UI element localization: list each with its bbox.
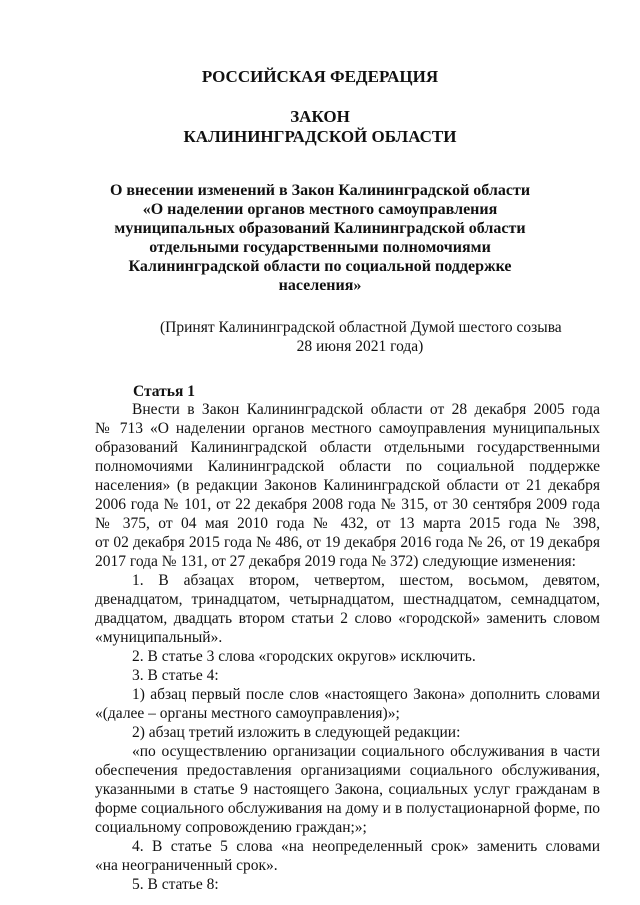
region-heading: КАЛИНИНГРАДСКОЙ ОБЛАСТИ xyxy=(183,127,457,146)
body-line: 4. В статье 5 слова «на неопределенный срок» заменить словами xyxy=(132,838,600,855)
body-line: социальному сопровождению граждан;»; xyxy=(95,819,367,836)
body-line: 1. В абзацах втором, четвертом, шестом, восьмом, девятом, xyxy=(132,572,600,589)
adoption-line: (Принят Калининградской областной Думой шестого созыва xyxy=(160,319,562,336)
body-line: 2. В статье 3 слова «городских округов» исключить. xyxy=(132,648,476,665)
body-line: полномочиями Калининградской области по социальной поддержке xyxy=(95,458,600,475)
adoption-note xyxy=(160,318,560,356)
body-line: населения» (в редакции Законов Калининградской области от 21 декабря xyxy=(95,477,600,494)
law-heading: ЗАКОН xyxy=(290,107,350,126)
adoption-line: 28 июня 2021 года) xyxy=(296,338,424,355)
title-line: «О наделении органов местного самоуправления xyxy=(142,201,498,218)
body-line: № 713 «О наделении органов местного самоуправления муниципальных xyxy=(95,420,600,437)
article-body xyxy=(95,400,600,894)
body-line: 5. В статье 8: xyxy=(132,876,219,893)
body-line: образований Калининградской области отдельными государственными xyxy=(95,439,600,456)
body-line: двенадцатом, тринадцатом, четырнадцатом, шестнадцатом, семнадцатом, xyxy=(95,591,600,608)
body-line: «по осуществлению организации социального обслуживания в части xyxy=(132,743,600,760)
country-heading: РОССИЙСКАЯ ФЕДЕРАЦИЯ xyxy=(201,67,439,86)
body-line: № 375, от 04 мая 2010 года № 432, от 13 марта 2015 года № 398, xyxy=(95,515,600,532)
body-line: обеспечения предоставления организациями социального обслуживания, xyxy=(95,762,600,779)
title-line: муниципальных образований Калининградской области xyxy=(114,220,526,237)
body-line: 2006 года № 101, от 22 декабря 2008 года № 315, от 30 сентября 2009 года xyxy=(95,496,600,513)
body-line: указанными в статье 9 настоящего Закона, социальных услуг гражданам в xyxy=(95,781,600,798)
body-line: двадцатом, двадцать втором статьи 2 слово «городской» заменить словом xyxy=(95,610,600,627)
body-line: 1) абзац первый после слов «настоящего Закона» дополнить словами xyxy=(132,686,600,703)
title-line: О внесении изменений в Закон Калининградской области xyxy=(109,182,531,199)
body-line: от 02 декабря 2015 года № 486, от 19 декабря 2016 года № 26, от 19 декабря xyxy=(95,534,600,551)
title-line: населения» xyxy=(278,277,362,294)
body-line: форме социального обслуживания на дому и в полустационарной форме, по xyxy=(95,800,600,817)
body-line: 2) абзац третий изложить в следующей редакции: xyxy=(132,724,461,741)
body-line: Внести в Закон Калининградской области от 28 декабря 2005 года xyxy=(132,401,600,418)
title-line: Калининградской области по социальной поддержке xyxy=(128,258,512,275)
article-heading: Статья 1 xyxy=(133,383,195,400)
body-line: «на неограниченный срок». xyxy=(95,857,278,874)
body-line: «муниципальный». xyxy=(95,629,223,646)
body-line: 2017 года № 131, от 27 декабря 2019 года № 372) следующие изменения: xyxy=(95,553,576,570)
title-line: отдельными государственными полномочиями xyxy=(149,239,491,256)
body-line: «(далее – органы местного самоуправления)»; xyxy=(95,705,400,722)
law-title xyxy=(100,181,540,295)
body-line: 3. В статье 4: xyxy=(132,667,219,684)
